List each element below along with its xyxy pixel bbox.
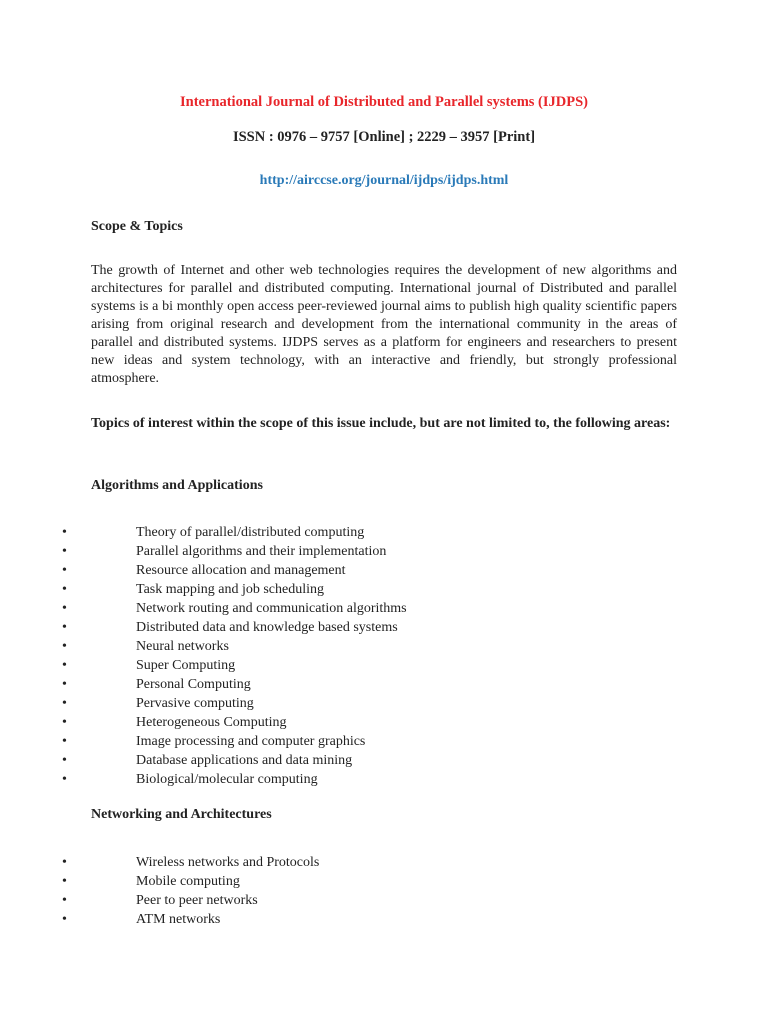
bullet-icon: • xyxy=(62,563,67,578)
networking-topic-list xyxy=(0,853,768,929)
bullet-icon: • xyxy=(62,893,67,908)
issn-line: ISSN : 0976 – 9757 [Online] ; 2229 – 3957 [Print] xyxy=(232,129,536,145)
list-item-text: Heterogeneous Computing xyxy=(136,715,287,730)
bullet-icon: • xyxy=(62,639,67,654)
networking-section-heading: Networking and Architectures xyxy=(91,807,272,822)
list-item-text: Peer to peer networks xyxy=(136,893,258,908)
list-item xyxy=(0,891,768,910)
journal-title: International Journal of Distributed and Parallel systems (IJDPS) xyxy=(179,94,589,110)
bullet-icon: • xyxy=(62,696,67,711)
bullet-icon: • xyxy=(62,772,67,787)
list-item-text: Image processing and computer graphics xyxy=(136,734,366,749)
list-item-text: ATM networks xyxy=(136,912,221,927)
algorithms-section-heading: Algorithms and Applications xyxy=(91,478,263,493)
list-item xyxy=(0,694,768,713)
list-item xyxy=(0,656,768,675)
list-item-text: Super Computing xyxy=(136,658,236,673)
algorithms-topic-list xyxy=(0,523,768,789)
bullet-icon: • xyxy=(62,601,67,616)
bullet-icon: • xyxy=(62,582,67,597)
list-item xyxy=(0,599,768,618)
list-item xyxy=(0,675,768,694)
bullet-icon: • xyxy=(62,753,67,768)
bullet-icon: • xyxy=(62,734,67,749)
list-item xyxy=(0,713,768,732)
list-item xyxy=(0,637,768,656)
bullet-icon: • xyxy=(62,620,67,635)
list-item-text: Task mapping and job scheduling xyxy=(136,582,324,597)
journal-url-link[interactable]: http://airccse.org/journal/ijdps/ijdps.html xyxy=(259,173,509,188)
list-item-text: Resource allocation and management xyxy=(136,563,346,578)
list-item xyxy=(0,561,768,580)
list-item xyxy=(0,580,768,599)
scope-heading: Scope & Topics xyxy=(91,219,183,234)
list-item-text: Database applications and data mining xyxy=(136,753,353,768)
list-item xyxy=(0,910,768,929)
list-item xyxy=(0,732,768,751)
list-item-text: Distributed data and knowledge based systems xyxy=(136,620,398,635)
list-item xyxy=(0,523,768,542)
list-item-text: Biological/molecular computing xyxy=(136,772,318,787)
list-item-text: Pervasive computing xyxy=(136,696,254,711)
bullet-icon: • xyxy=(62,677,67,692)
list-item-text: Parallel algorithms and their implementation xyxy=(136,544,387,559)
list-item-text: Mobile computing xyxy=(136,874,240,889)
bullet-icon: • xyxy=(62,855,67,870)
bullet-icon: • xyxy=(62,874,67,889)
list-item xyxy=(0,751,768,770)
intro-paragraph: The growth of Internet and other web technologies requires the development of new algorithms and architectures for parallel and distributed computing. International journal of Distributed and parallel systems is a bi monthly open access peer-reviewed journal aims to publish high quality scientific papers arising from original research and development from the international community in the areas of parallel and distributed systems. IJDPS serves as a platform for engineers and researchers to present new ideas and system technology, with an interactive and friendly, but strongly professional atmosphere. xyxy=(91,263,677,386)
list-item-text: Wireless networks and Protocols xyxy=(136,855,320,870)
topics-intro-paragraph: Topics of interest within the scope of this issue include, but are not limited to, the following areas: xyxy=(91,416,671,431)
bullet-icon: • xyxy=(62,544,67,559)
list-item xyxy=(0,872,768,891)
list-item xyxy=(0,770,768,789)
list-item-text: Neural networks xyxy=(136,639,229,654)
list-item-text: Personal Computing xyxy=(136,677,251,692)
list-item xyxy=(0,618,768,637)
list-item-text: Theory of parallel/distributed computing xyxy=(136,525,365,540)
bullet-icon: • xyxy=(62,715,67,730)
list-item xyxy=(0,542,768,561)
list-item xyxy=(0,853,768,872)
bullet-icon: • xyxy=(62,658,67,673)
bullet-icon: • xyxy=(62,525,67,540)
bullet-icon: • xyxy=(62,912,67,927)
list-item-text: Network routing and communication algorithms xyxy=(136,601,407,616)
